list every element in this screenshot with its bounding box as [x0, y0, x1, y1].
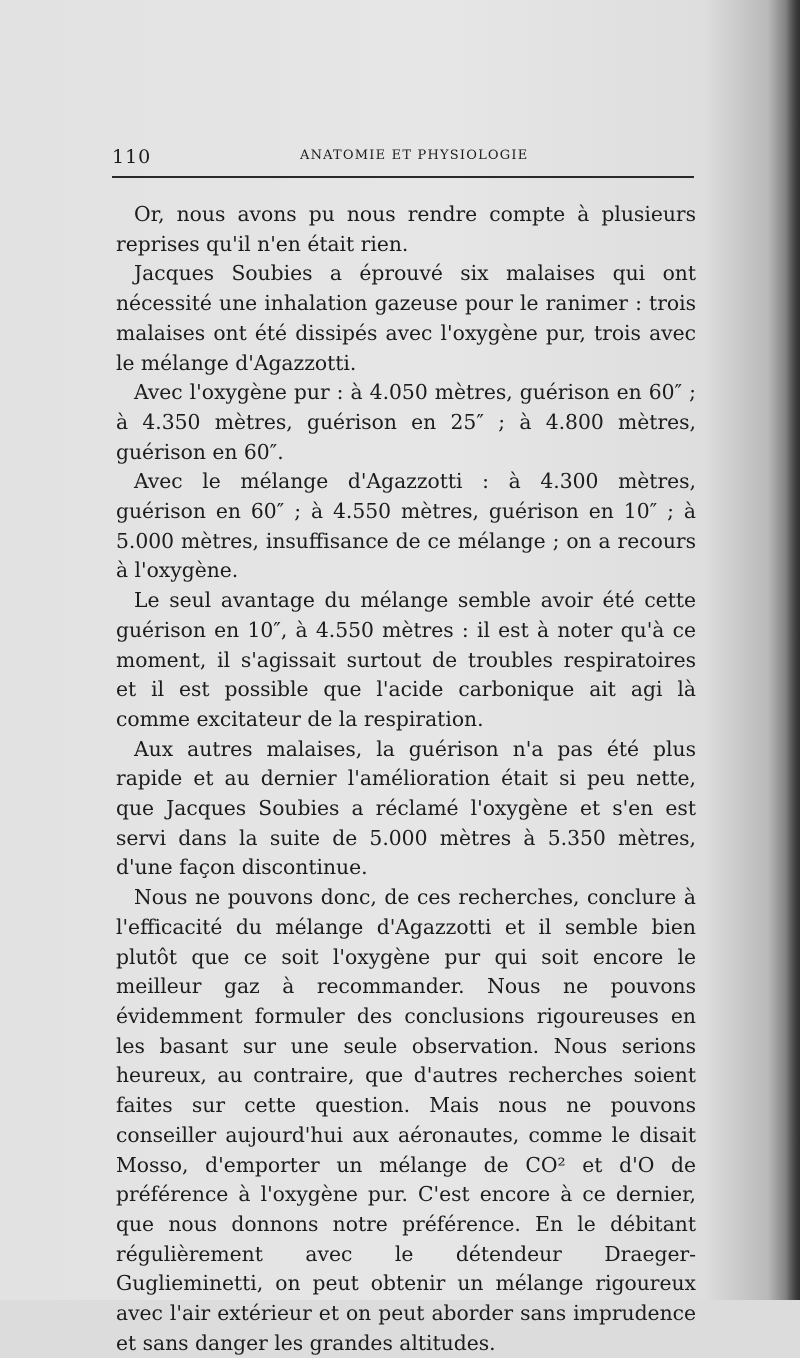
paragraph: Avec l'oxygène pur : à 4.050 mètres, guérison en 60″ ; à 4.350 mètres, guérison en 25″ ; à 4.800 mètres, guérison en 60″.: [116, 380, 696, 464]
paragraph: Avec le mélange d'Agazzotti : à 4.300 mètres, guérison en 60″ ; à 4.550 mètres, guérison en 10″ ; à 5.000 mètres, insuffisance de ce mélange ; on a recours à l'oxygène.: [116, 469, 696, 583]
header-rule: [112, 176, 694, 178]
page-edge-shadow: [786, 0, 800, 1300]
paragraph: Jacques Soubies a éprouvé six malaises qui ont nécessité une inhalation gazeuse pour le ranimer : trois malaises ont été dissipés avec l'oxygène pur, trois avec le mélange d'Agazzotti.: [116, 261, 696, 375]
paragraph: Le seul avantage du mélange semble avoir été cette guérison en 10″, à 4.550 mètres : il est à noter qu'à ce moment, il s'agissait surtout de troubles respiratoires et il est possible que l'acide carbonique ait agi là comme excitateur de la respiration.: [116, 588, 696, 731]
paragraph: Nous ne pouvons donc, de ces recherches, conclure à l'efficacité du mélange d'Agazzotti et il semble bien plutôt que ce soit l'oxygène pur qui soit encore le meilleur gaz à recommander. Nous ne pouvons évidemment formuler des conclusions rigoureuses en les basant sur une seule observation. Nous serions heureux, au contraire, que d'autres recherches soient faites sur cette question. Mais nous ne pouvons conseiller aujourd'hui aux aéronautes, comme le disait Mosso, d'emporter un mélange de CO² et d'O de préférence à l'oxygène pur. C'est encore à ce dernier, que nous donnons notre préférence. En le débitant régulièrement avec le détendeur Draeger-Guglieminetti, on peut obtenir un mélange rigoureux avec l'air extérieur et on peut aborder sans imprudence et sans danger les grandes altitudes.: [116, 885, 696, 1355]
running-head: ANATOMIE ET PHYSIOLOGIE: [300, 148, 529, 163]
body-text: [116, 200, 696, 1358]
paragraph: Or, nous avons pu nous rendre compte à plusieurs reprises qu'il n'en était rien.: [116, 202, 696, 256]
page-number: 110: [112, 146, 152, 168]
page-header: [112, 140, 692, 170]
paragraph: Aux autres malaises, la guérison n'a pas été plus rapide et au dernier l'amélioration était si peu nette, que Jacques Soubies a réclamé l'oxygène et s'en est servi dans la suite de 5.000 mètres à 5.350 mètres, d'une façon discontinue.: [116, 736, 696, 880]
